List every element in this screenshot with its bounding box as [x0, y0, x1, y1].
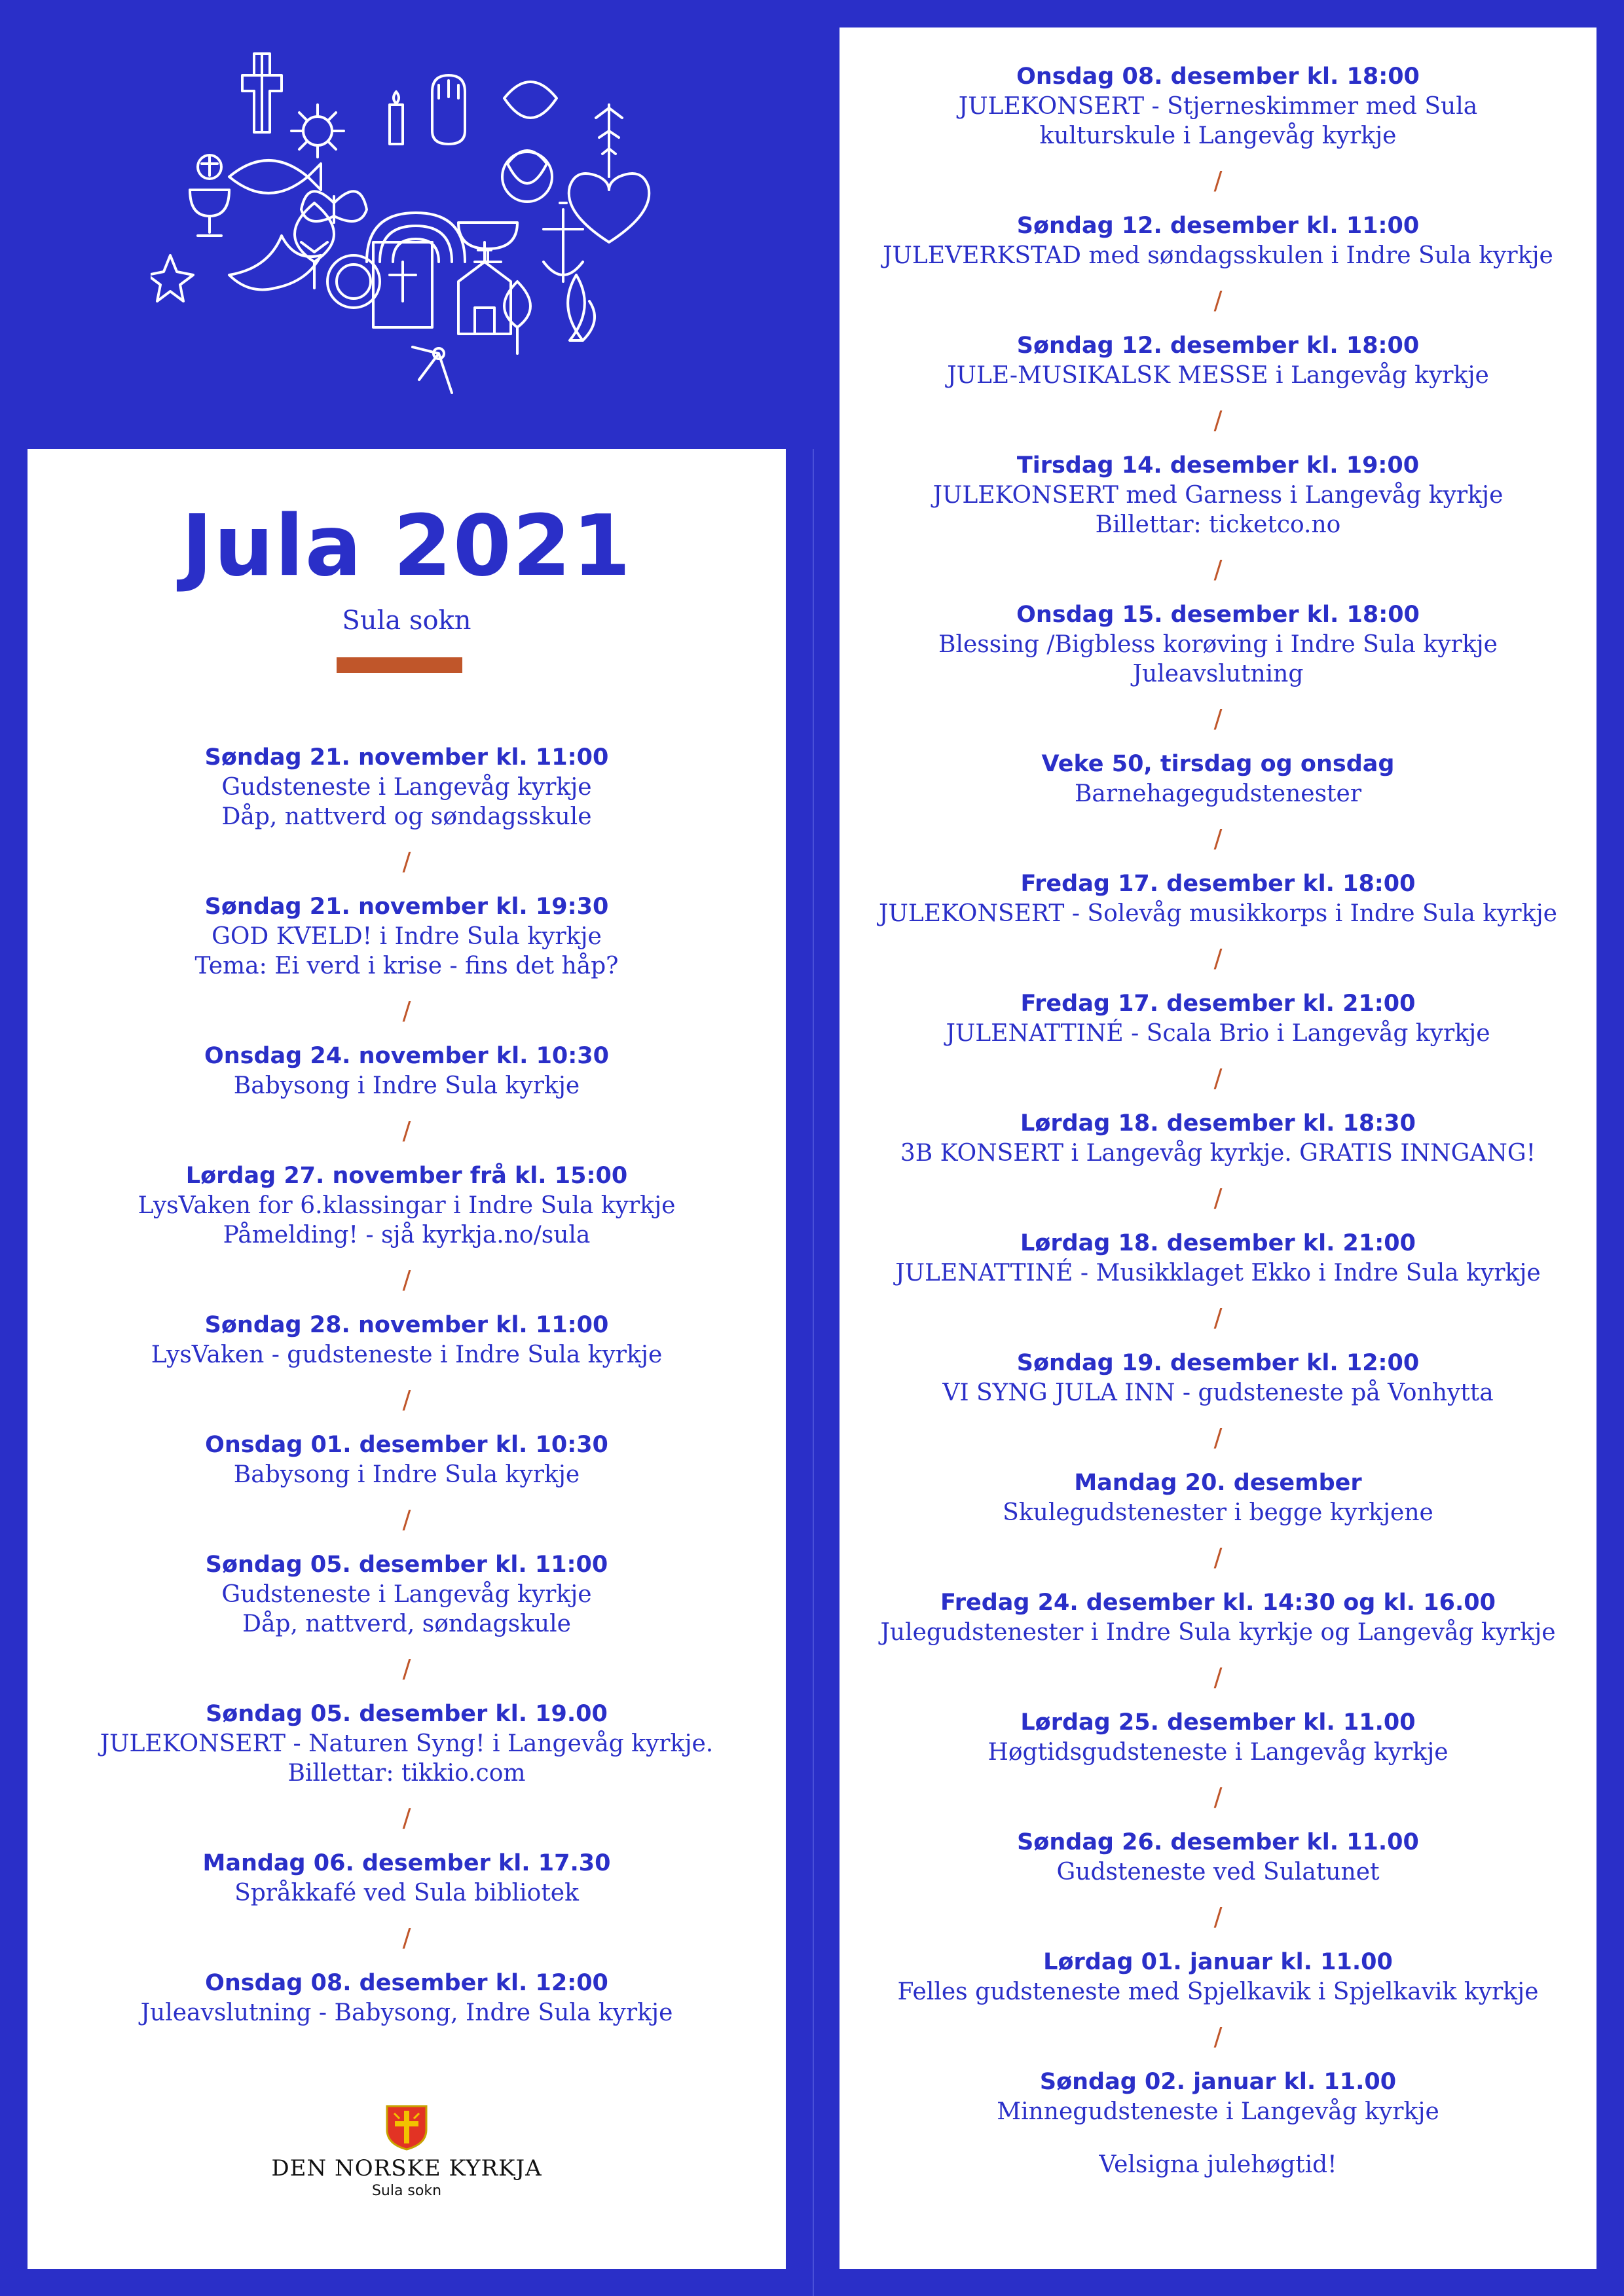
event-separator: /: [402, 1385, 411, 1414]
event-description: JULEKONSERT med Garness i Langevåg kyrkje: [932, 482, 1504, 509]
event-item: [840, 1707, 1596, 1767]
event-datetime: Søndag 21. november kl. 11:00: [204, 744, 609, 771]
event-separator: /: [402, 1654, 411, 1683]
event-separator: /: [1213, 1184, 1223, 1212]
event-item: [28, 1310, 786, 1370]
event-datetime: Onsdag 01. desember kl. 10:30: [205, 1432, 608, 1458]
event-description: Gudsteneste i Langevåg kyrkje: [221, 774, 592, 801]
event-separator: /: [402, 1804, 411, 1832]
event-description: Babysong i Indre Sula kyrkje: [233, 1461, 580, 1488]
event-separator: /: [1213, 406, 1223, 435]
event-item: [28, 1550, 786, 1639]
event-datetime: Søndag 02. januar kl. 11.00: [1039, 2069, 1397, 2095]
event-description: LysVaken for 6.klassingar i Indre Sula kyrkje: [138, 1192, 676, 1219]
event-separator: /: [402, 847, 411, 876]
event-description: VI SYNG JULA INN - gudsteneste på Vonhytta: [942, 1379, 1494, 1406]
event-description: GOD KVELD! i Indre Sula kyrkje: [212, 923, 602, 950]
event-separator: /: [1213, 704, 1223, 733]
right-event-list: [840, 62, 1596, 2179]
event-datetime: Onsdag 15. desember kl. 18:00: [1016, 602, 1420, 628]
event-datetime: Lørdag 18. desember kl. 21:00: [1020, 1230, 1416, 1256]
event-separator: /: [402, 1116, 411, 1145]
event-item: [28, 1430, 786, 1489]
event-description: Tema: Ei verd i krise - fins det håp?: [194, 953, 619, 979]
event-description: Juleavslutning: [1132, 661, 1304, 687]
event-separator: /: [1213, 824, 1223, 853]
event-description: Gudsteneste i Langevåg kyrkje: [221, 1581, 592, 1608]
event-item: [840, 62, 1596, 151]
event-description: Påmelding! - sjå kyrkja.no/sula: [223, 1222, 591, 1248]
event-description: Babysong i Indre Sula kyrkje: [233, 1072, 580, 1099]
event-description: 3B KONSERT i Langevåg kyrkje. GRATIS INNGANG!: [900, 1140, 1536, 1167]
event-item: [28, 892, 786, 981]
event-description: JULEVERKSTAD med søndagsskulen i Indre Sula kyrkje: [883, 242, 1553, 269]
event-datetime: Søndag 12. desember kl. 18:00: [1016, 333, 1420, 359]
event-separator: /: [402, 1505, 411, 1534]
event-description: JULENATTINÉ - Scala Brio i Langevåg kyrkje: [946, 1020, 1490, 1047]
accent-bar: [337, 657, 462, 673]
event-item: [840, 1108, 1596, 1168]
event-description: Julegudstenester i Indre Sula kyrkje og Langevåg kyrkje: [880, 1619, 1556, 1646]
event-datetime: Lørdag 01. januar kl. 11.00: [1043, 1949, 1393, 1975]
event-item: [28, 1848, 786, 1908]
event-datetime: Fredag 17. desember kl. 18:00: [1020, 871, 1416, 897]
event-datetime: Søndag 28. november kl. 11:00: [204, 1312, 609, 1338]
event-separator: /: [1213, 1064, 1223, 1093]
event-item: [28, 1968, 786, 2028]
event-separator: /: [1213, 1663, 1223, 1692]
page-title: Jula 2021: [181, 498, 632, 595]
event-datetime: Søndag 21. november kl. 19:30: [204, 894, 609, 920]
event-item: [840, 989, 1596, 1048]
event-datetime: Onsdag 08. desember kl. 12:00: [205, 1970, 608, 1996]
church-logo: [28, 2104, 786, 2199]
event-datetime: Veke 50, tirsdag og onsdag: [1041, 751, 1395, 777]
organization-parish: Sula sokn: [371, 2183, 442, 2199]
event-description: Felles gudsteneste med Spjelkavik i Spjelkavik kyrkje: [897, 1978, 1539, 2005]
event-description: JULEKONSERT - Naturen Syng! i Langevåg kyrkje.: [100, 1730, 714, 1757]
event-separator: /: [1213, 166, 1223, 195]
event-separator: /: [1213, 1783, 1223, 1812]
event-separator: /: [402, 1923, 411, 1952]
event-item: [840, 2067, 1596, 2126]
event-description: Billettar: ticketco.no: [1095, 511, 1341, 538]
event-datetime: Søndag 26. desember kl. 11.00: [1017, 1829, 1419, 1855]
event-item: [840, 1947, 1596, 2007]
event-description: LysVaken - gudsteneste i Indre Sula kyrkje: [151, 1341, 663, 1368]
event-item: [840, 1468, 1596, 1527]
event-description: Minnegudsteneste i Langevåg kyrkje: [997, 2098, 1439, 2125]
event-datetime: Søndag 05. desember kl. 19.00: [206, 1701, 608, 1727]
event-datetime: Mandag 06. desember kl. 17.30: [202, 1850, 611, 1876]
event-item: [840, 1588, 1596, 1647]
event-description: Blessing /Bigbless korøving i Indre Sula kyrkje: [938, 631, 1498, 658]
event-description: Barnehagegudstenester: [1074, 780, 1362, 807]
event-separator: /: [1213, 1543, 1223, 1572]
event-description: JULENATTINÉ - Musikklaget Ekko i Indre Sula kyrkje: [895, 1260, 1541, 1286]
page-subtitle: Sula sokn: [342, 606, 471, 636]
event-description: Høgtidsgudsteneste i Langevåg kyrkje: [987, 1739, 1449, 1766]
event-description: Billettar: tikkio.com: [287, 1760, 526, 1787]
event-item: [28, 1041, 786, 1101]
event-description: JULE-MUSIKALSK MESSE i Langevåg kyrkje: [947, 362, 1489, 389]
event-item: [840, 211, 1596, 270]
left-event-list: [28, 742, 786, 2028]
event-item: [840, 1228, 1596, 1288]
event-description: Gudsteneste ved Sulatunet: [1056, 1859, 1380, 1886]
event-separator: /: [1213, 555, 1223, 584]
event-datetime: Søndag 05. desember kl. 11:00: [205, 1552, 608, 1578]
event-separator: /: [1213, 1903, 1223, 1931]
event-datetime: Søndag 12. desember kl. 11:00: [1016, 213, 1420, 239]
event-datetime: Lørdag 25. desember kl. 11.00: [1020, 1709, 1416, 1736]
event-datetime: Onsdag 08. desember kl. 18:00: [1016, 64, 1420, 90]
christian-symbols-illustration-icon: [151, 46, 674, 399]
column-divider: [813, 449, 814, 2296]
organization-name: DEN NORSKE KYRKJA: [271, 2155, 542, 2181]
event-datetime: Mandag 20. desember: [1074, 1470, 1362, 1496]
church-crest-icon: [385, 2104, 428, 2151]
event-separator: /: [402, 1266, 411, 1294]
event-item: [840, 1348, 1596, 1408]
closing-greeting: Velsigna julehøgtid!: [1099, 2151, 1337, 2178]
event-separator: /: [1213, 1423, 1223, 1452]
event-item: [28, 1161, 786, 1250]
event-datetime: Fredag 24. desember kl. 14:30 og kl. 16.00: [940, 1590, 1496, 1616]
event-item: [840, 1827, 1596, 1887]
event-description: Språkkafé ved Sula bibliotek: [234, 1880, 579, 1906]
event-item: [840, 331, 1596, 390]
event-datetime: Onsdag 24. november kl. 10:30: [204, 1043, 609, 1069]
event-description: Dåp, nattverd og søndagsskule: [221, 803, 592, 830]
event-description: Skulegudstenester i begge kyrkjene: [1003, 1499, 1433, 1526]
event-separator: /: [1213, 286, 1223, 315]
event-datetime: Lørdag 18. desember kl. 18:30: [1020, 1110, 1416, 1137]
event-item: [840, 450, 1596, 539]
event-description: JULEKONSERT - Stjerneskimmer med Sula: [958, 93, 1478, 120]
event-item: [840, 600, 1596, 689]
event-separator: /: [1213, 2022, 1223, 2051]
event-datetime: Tirsdag 14. desember kl. 19:00: [1016, 452, 1420, 479]
event-separator: /: [402, 996, 411, 1025]
event-item: [28, 742, 786, 831]
event-description: Dåp, nattverd, søndagskule: [242, 1611, 571, 1637]
event-description: kulturskule i Langevåg kyrkje: [1039, 122, 1397, 149]
event-item: [840, 869, 1596, 928]
event-description: Juleavslutning - Babysong, Indre Sula kyrkje: [140, 1999, 673, 2026]
event-separator: /: [1213, 944, 1223, 973]
event-datetime: Søndag 19. desember kl. 12:00: [1016, 1350, 1420, 1376]
event-description: JULEKONSERT - Solevåg musikkorps i Indre Sula kyrkje: [879, 900, 1557, 927]
event-datetime: Fredag 17. desember kl. 21:00: [1020, 991, 1416, 1017]
event-separator: /: [1213, 1303, 1223, 1332]
event-datetime: Lørdag 27. november frå kl. 15:00: [185, 1163, 628, 1189]
event-item: [28, 1699, 786, 1788]
event-item: [840, 749, 1596, 809]
